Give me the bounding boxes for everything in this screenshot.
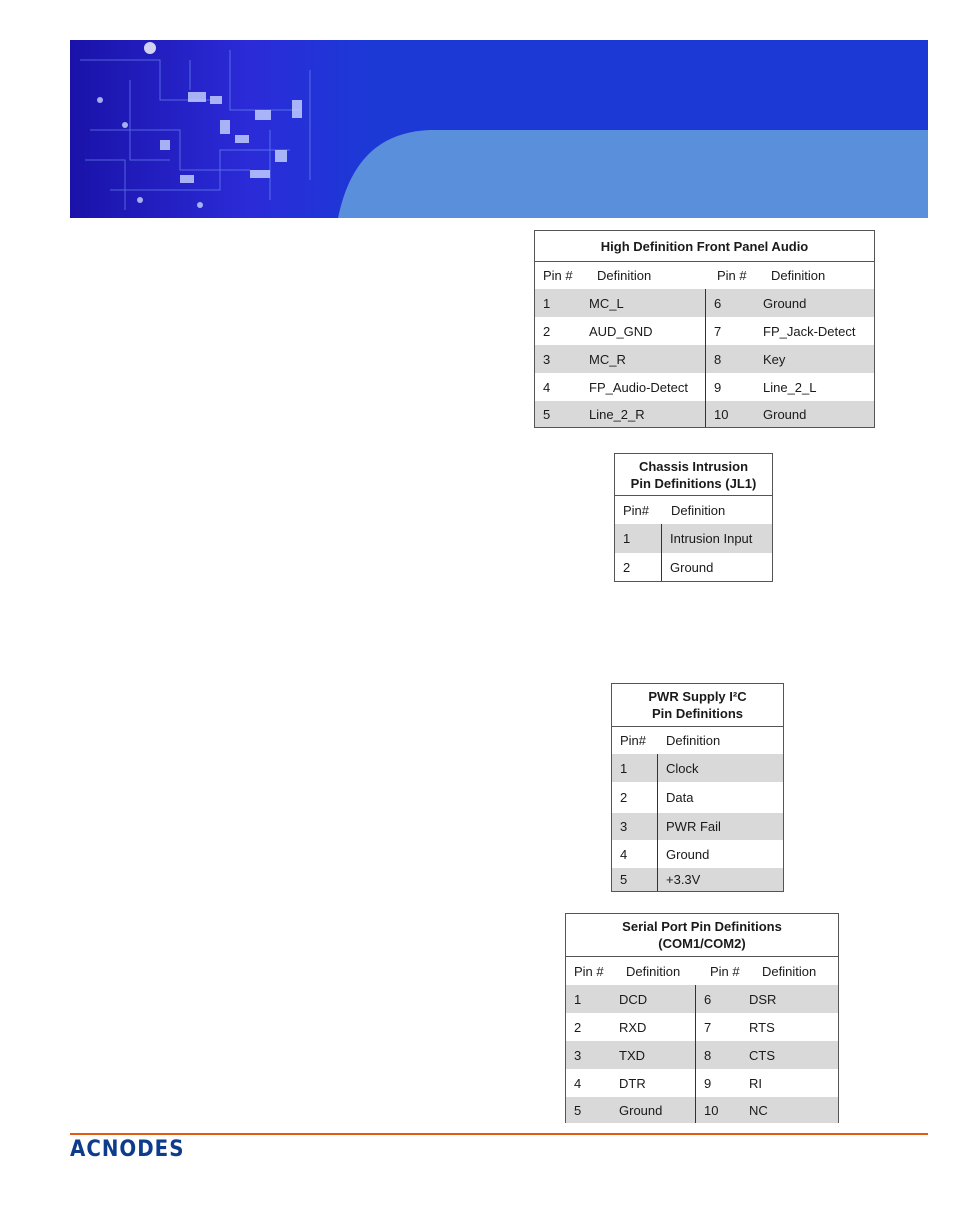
chassis-intrusion-table — [614, 453, 773, 582]
table-row — [615, 553, 772, 581]
pin-definition: Ground — [657, 840, 783, 868]
table-title-line: High Definition Front Panel Audio — [600, 238, 809, 254]
pin-number: 2 — [620, 790, 628, 805]
hd-audio-table — [534, 230, 875, 428]
pin-number: 6 — [705, 289, 755, 317]
table-row — [612, 754, 783, 782]
table-row — [535, 345, 874, 373]
table-title-line: PWR Supply I²C — [648, 689, 747, 704]
pwr-supply-table — [611, 683, 784, 892]
pin-definition: Clock — [657, 754, 783, 782]
table-row — [566, 1013, 838, 1041]
pin-definition: RI — [749, 1075, 762, 1091]
column-header: Definition — [771, 268, 826, 283]
pin-number: 6 — [695, 985, 741, 1013]
table-row — [612, 868, 783, 891]
pin-definition: DTR — [619, 1075, 646, 1091]
column-header: Definition — [666, 733, 721, 748]
pin-number: 1 — [543, 295, 551, 311]
pin-definition: Ground — [661, 553, 772, 581]
circuit-board-graphic — [70, 40, 928, 218]
table-row — [612, 813, 783, 840]
table-title — [615, 454, 772, 496]
pin-definition: NC — [749, 1102, 768, 1118]
pin-definition: MC_R — [589, 351, 626, 367]
column-header: Pin# — [623, 502, 650, 518]
pin-definition: Ground — [763, 295, 807, 311]
pin-definition: CTS — [749, 1047, 775, 1063]
pin-number: 1 — [574, 991, 582, 1007]
table-row — [566, 985, 838, 1013]
table-row — [535, 373, 874, 401]
pin-definition: TXD — [619, 1047, 645, 1063]
table-title — [566, 914, 838, 957]
pin-number: 9 — [705, 373, 755, 401]
pin-definition: +3.3V — [657, 868, 783, 891]
column-header: Pin # — [710, 963, 740, 979]
pin-definition: AUD_GND — [589, 323, 653, 339]
pin-definition: Data — [657, 782, 783, 813]
column-header: Pin# — [620, 733, 647, 748]
table-row — [566, 1069, 838, 1097]
pin-number: 5 — [620, 872, 628, 887]
table-row — [612, 782, 783, 813]
pin-definition: RXD — [619, 1019, 647, 1035]
pin-definition: FP_Jack-Detect — [763, 323, 856, 339]
pin-number: 8 — [695, 1041, 741, 1069]
pin-definition: Line_2_R — [589, 406, 645, 422]
pin-definition: PWR Fail — [657, 813, 783, 840]
table-row — [535, 317, 874, 345]
footer-divider — [70, 1133, 928, 1135]
table-title-line: Serial Port Pin Definitions — [622, 919, 782, 934]
table-header-row — [535, 262, 874, 289]
table-header-row — [566, 957, 838, 985]
table-row — [535, 401, 874, 427]
column-header: Pin # — [717, 268, 747, 283]
pin-number: 5 — [574, 1102, 582, 1118]
table-row — [535, 289, 874, 317]
pin-number: 4 — [574, 1075, 582, 1091]
pin-definition: DCD — [619, 991, 648, 1007]
table-title-line: (COM1/COM2) — [658, 936, 746, 951]
table-row — [566, 1041, 838, 1069]
column-header: Pin # — [543, 268, 573, 283]
serial-port-table — [565, 913, 839, 1123]
table-row — [612, 840, 783, 868]
column-header: Definition — [626, 963, 681, 979]
table-title — [535, 231, 874, 262]
table-title — [612, 684, 783, 727]
pin-number: 9 — [695, 1069, 741, 1097]
column-header: Definition — [762, 963, 817, 979]
pin-number: 4 — [620, 846, 628, 862]
pin-number: 5 — [543, 406, 551, 422]
pin-number: 7 — [705, 317, 755, 345]
pin-number: 10 — [695, 1097, 741, 1123]
pin-number: 1 — [620, 760, 628, 776]
acnodes-logo: ACNODES — [70, 1137, 185, 1162]
pin-number: 2 — [623, 559, 631, 575]
pin-definition: Ground — [619, 1102, 663, 1118]
pin-definition: FP_Audio-Detect — [589, 379, 688, 395]
table-row — [566, 1097, 838, 1123]
pin-number: 2 — [543, 323, 551, 339]
pin-number: 3 — [620, 819, 628, 834]
column-header: Pin # — [574, 963, 604, 979]
pin-number: 3 — [574, 1047, 582, 1063]
pin-definition: MC_L — [589, 295, 624, 311]
column-header: Definition — [597, 268, 652, 283]
table-title-line: Pin Definitions (JL1) — [630, 475, 757, 491]
pin-number: 7 — [695, 1013, 741, 1041]
pin-number: 1 — [623, 531, 631, 546]
table-title-line: Chassis Intrusion — [638, 458, 749, 474]
pin-number: 10 — [705, 401, 755, 427]
pin-number: 4 — [543, 379, 551, 395]
pin-number: 8 — [705, 345, 755, 373]
column-header: Definition — [671, 502, 726, 518]
pin-definition: Ground — [763, 406, 807, 422]
pin-number: 2 — [574, 1019, 582, 1035]
pin-definition: DSR — [749, 991, 777, 1007]
pin-definition: Key — [763, 351, 786, 367]
pin-definition: Line_2_L — [763, 379, 817, 395]
pin-number: 3 — [543, 351, 551, 367]
pin-definition: RTS — [749, 1019, 775, 1035]
table-header-row — [615, 496, 772, 524]
table-row — [615, 524, 772, 553]
table-header-row — [612, 727, 783, 754]
header-banner — [70, 40, 928, 218]
pin-definition: Intrusion Input — [661, 524, 772, 553]
table-title-line: Pin Definitions — [652, 706, 743, 721]
